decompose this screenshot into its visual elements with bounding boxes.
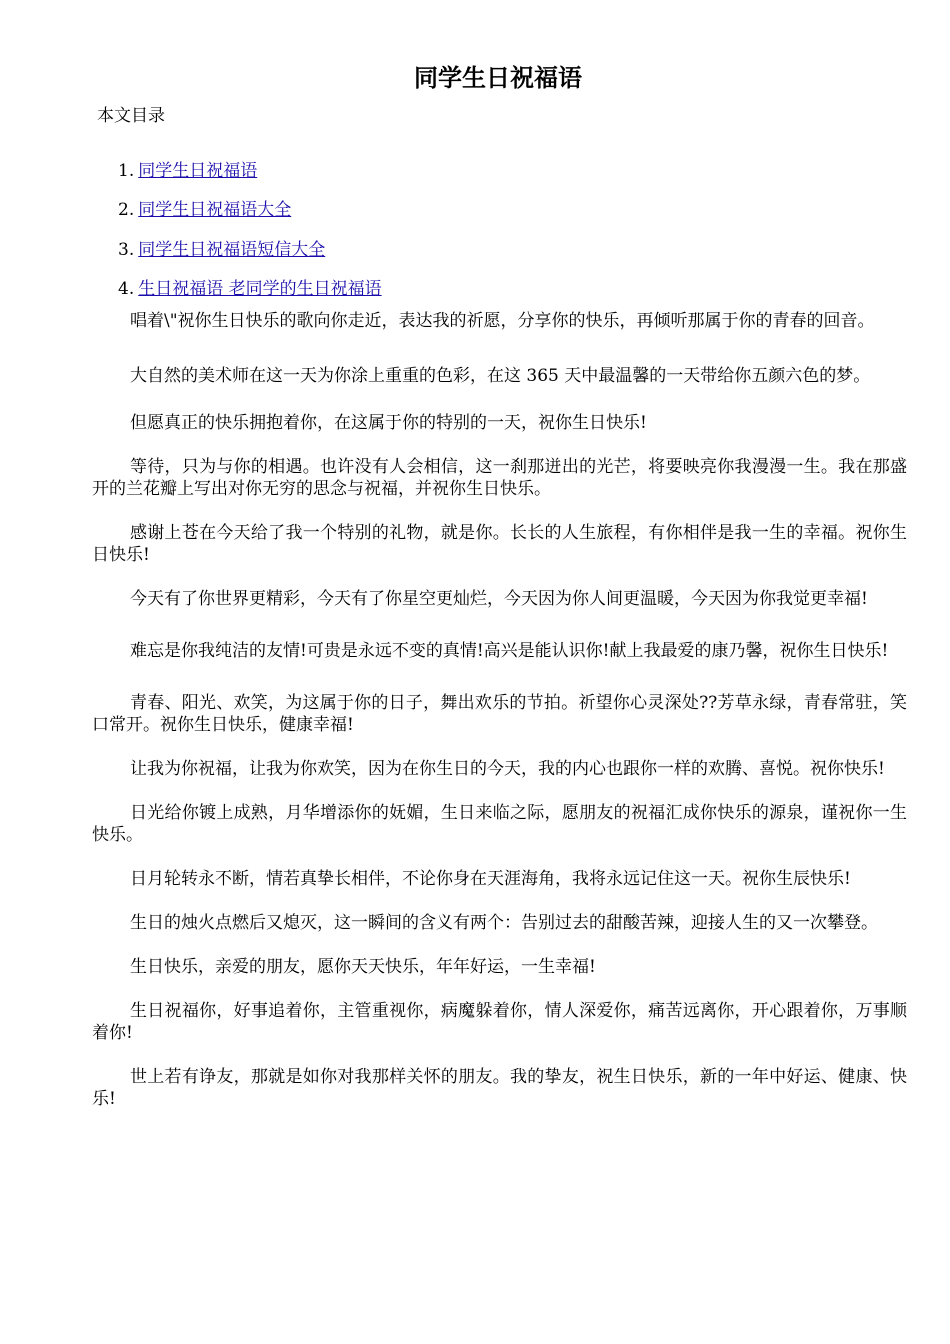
paragraph: 让我为你祝福，让我为你欢笑，因为在你生日的今天，我的内心也跟你一样的欢腾、喜悦。祝你快乐! <box>130 759 885 779</box>
toc-item <box>118 158 382 197</box>
paragraph: 生日祝福你，好事追着你，主管重视你，病魔躲着你，情人深爱你，痛苦远离你，开心跟着你，万事顺着你! <box>92 1001 907 1043</box>
toc-link-1[interactable]: 同学生日祝福语 <box>138 161 258 181</box>
paragraph: 世上若有诤友，那就是如你对我那样关怀的朋友。我的挚友，祝生日快乐，新的一年中好运、健康、快乐! <box>92 1067 907 1109</box>
paragraph: 但愿真正的快乐拥抱着你，在这属于你的特别的一天，祝你生日快乐! <box>130 413 647 433</box>
toc-link-3[interactable]: 同学生日祝福语短信大全 <box>138 239 326 260</box>
toc-number: 3. <box>118 239 135 260</box>
toc-item <box>118 197 382 236</box>
paragraph: 生日的烛火点燃后又熄灭，这一瞬间的含义有两个：告别过去的甜酸苦辣，迎接人生的又一次攀登。 <box>130 913 878 933</box>
toc-number: 4. <box>118 278 135 299</box>
paragraph: 青春、阳光、欢笑，为这属于你的日子，舞出欢乐的节拍。祈望你心灵深处??芳草永绿，青春常驻，笑口常开。祝你生日快乐，健康幸福! <box>92 693 907 735</box>
toc-number: 1. <box>118 161 135 181</box>
paragraph: 等待，只为与你的相遇。也许没有人会相信，这一刹那迸出的光芒，将要映亮你我漫漫一生。我在那盛开的兰花瓣上写出对你无穷的思念与祝福，并祝你生日快乐。 <box>92 457 907 499</box>
toc-link-2[interactable]: 同学生日祝福语大全 <box>138 200 292 221</box>
document-title: 同学生日祝福语 <box>414 64 582 92</box>
paragraph: 唱着\"祝你生日快乐的歌向你走近，表达我的祈愿，分享你的快乐，再倾听那属于你的青春的回音。 <box>130 311 875 331</box>
toc-heading: 本文目录 <box>97 106 165 126</box>
paragraph: 日月轮转永不断，情若真挚长相伴，不论你身在天涯海角，我将永远记住这一天。祝你生辰快乐! <box>130 869 851 889</box>
paragraph: 今天有了你世界更精彩，今天有了你星空更灿烂，今天因为你人间更温暖，今天因为你我觉更幸福! <box>130 589 868 609</box>
paragraph: 感谢上苍在今天给了我一个特别的礼物，就是你。长长的人生旅程，有你相伴是我一生的幸福。祝你生日快乐! <box>92 523 907 565</box>
paragraph: 日光给你镀上成熟，月华增添你的妩媚，生日来临之际，愿朋友的祝福汇成你快乐的源泉，谨祝你一生快乐。 <box>92 803 907 845</box>
document-body <box>92 310 907 1110</box>
table-of-contents <box>118 158 382 315</box>
paragraph: 大自然的美术师在这一天为你涂上重重的色彩，在这 365 天中最温馨的一天带给你五颜六色的梦。 <box>130 366 871 386</box>
toc-item <box>118 237 382 276</box>
paragraph: 难忘是你我纯洁的友情!可贵是永远不变的真情!高兴是能认识你!献上我最爱的康乃馨，祝你生日快乐! <box>130 641 889 661</box>
toc-link-4[interactable]: 生日祝福语 老同学的生日祝福语 <box>138 278 382 299</box>
toc-number: 2. <box>118 200 135 221</box>
paragraph: 生日快乐，亲爱的朋友，愿你天天快乐，年年好运，一生幸福! <box>130 957 596 977</box>
